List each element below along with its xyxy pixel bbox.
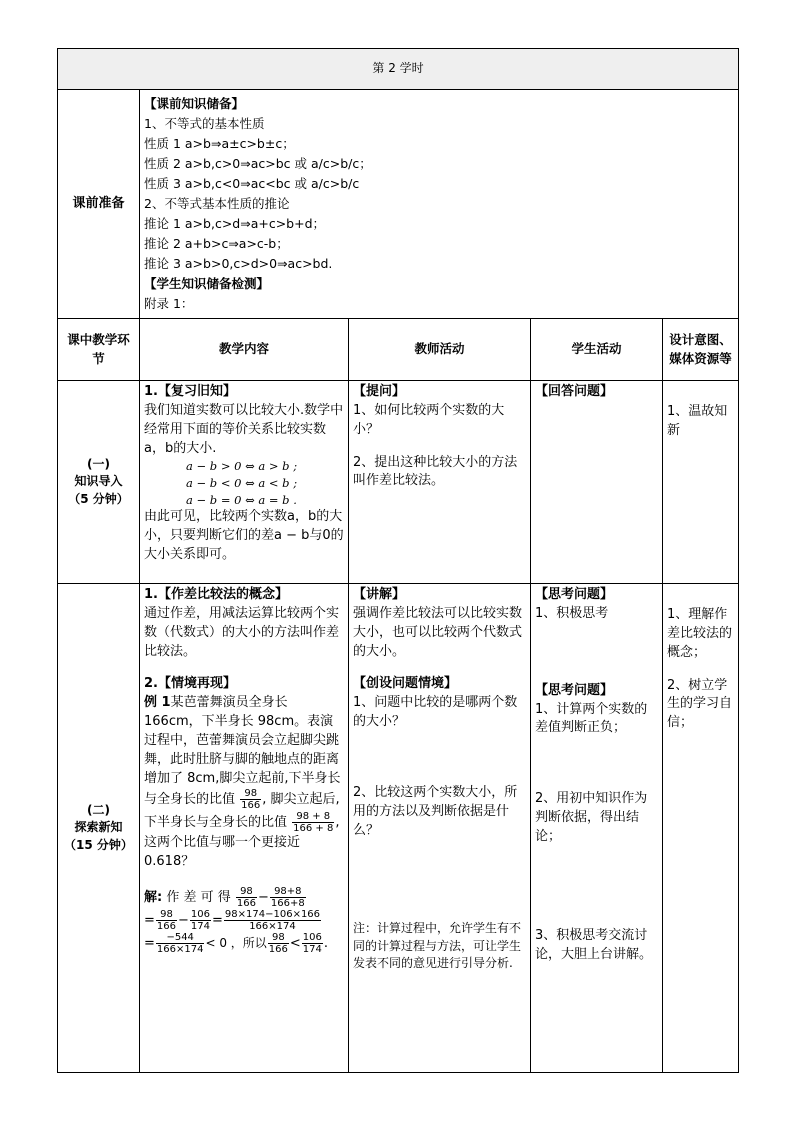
prep-line: 附录 1：: [144, 296, 194, 311]
design-text: 1、理解作差比较法的概念；: [667, 607, 733, 660]
fraction: $\frac{98}{166}$: [156, 909, 176, 933]
solution-line: = $\frac{-544}{166\times 174}$ < 0 ，所以 $\frac{98}{166}$ < $\frac{106}{174}$ .: [144, 932, 329, 956]
header-student: 学生活动: [531, 319, 663, 381]
header-design: 设计意图、媒体资源等: [663, 319, 739, 381]
prep-line: 性质 3 a>b,c<0⇒ac<bc 或 a/c>b/c: [144, 176, 360, 191]
design-text: 1、温故知新: [667, 404, 728, 438]
prep-content: [140, 90, 739, 319]
prep-line: 2、不等式基本性质的推论: [144, 196, 290, 211]
lesson-plan-table: [57, 48, 739, 1073]
section2-content: [140, 584, 349, 1073]
example-label: 例 1: [144, 695, 171, 711]
stage-time: （15 分钟）: [64, 837, 133, 852]
student-text: 3、积极思考交流讨论，大胆上台讲解。: [535, 927, 653, 962]
student-title: 【回答问题】: [535, 384, 614, 399]
equation: a − b > 0 ⇔ a > b ;: [186, 459, 298, 474]
section1-student: [531, 381, 663, 584]
prep-line: 【学生知识储备检测】: [144, 276, 270, 291]
stage-name: 知识导入: [74, 474, 123, 489]
teacher-note: 注：计算过程中，允许学生有不同的计算过程与方法，可让学生发表不同的意见进行引导分析.: [353, 921, 522, 971]
fraction: $\frac{-544}{166\times 174}$: [156, 932, 204, 956]
teacher-question: 2、提出这种比较大小的方法叫作差比较法。: [353, 454, 518, 489]
teacher-question: 1、如何比较两个实数的大小？: [353, 402, 505, 437]
prep-line: 【课前知识储备】: [144, 96, 245, 111]
fraction: $\frac{98}{166}$: [268, 932, 288, 956]
student-title: 【思考问题】: [535, 587, 614, 602]
section1-design: [663, 381, 739, 584]
header-teacher: 教师活动: [349, 319, 531, 381]
prep-line: 性质 2 a>b,c>0⇒ac>bc 或 a/c>b/c；: [144, 156, 372, 171]
content-title: 1.【作差比较法的概念】: [144, 587, 288, 602]
solution-text: 作 差 可 得: [166, 890, 231, 906]
prep-line: 性质 1 a>b⇒a±c>b±c；: [144, 136, 295, 151]
solution-text: < 0 ，所以: [205, 936, 267, 951]
prep-line: 推论 2 a+b>c⇒a>c-b；: [144, 236, 289, 251]
solution-line: = $\frac{98}{166}$ − $\frac{106}{174}$ = $\frac{98\times 174-106\times 166}{166\times 174}$: [144, 909, 321, 933]
fraction: $\frac{98+8}{166+8}$: [270, 886, 305, 910]
section1-teacher: [349, 381, 531, 584]
teacher-title: 【创设问题情境】: [353, 676, 458, 692]
content-text: 我们知道实数可以比较大小.数学中经常用下面的等价关系比较实数a，b的大小.: [144, 402, 344, 456]
section2-stage: [58, 584, 140, 1073]
example-body: 某芭蕾舞演员全身长 166cm，下半身长 98cm。表演过程中，芭蕾舞演员会立起脚尖跳舞，此时肚脐与脚的触地点的距离增加了 8cm,脚尖立起前,下半身长与全身长的比值: [144, 695, 341, 808]
prep-line: 1、不等式的基本性质: [144, 116, 265, 131]
prep-line: 推论 3 a>b>0,c>d>0⇒ac>bd.: [144, 256, 333, 271]
example-body: 脚尖立起后,下半身长与全身长的比值: [144, 792, 340, 831]
prep-label: 课前准备: [58, 90, 140, 319]
fraction: $\frac{98}{166}$: [236, 886, 256, 910]
teacher-title: 【讲解】: [353, 587, 406, 602]
fraction: $\frac{106}{174}$: [302, 932, 322, 956]
student-title: 【思考问题】: [535, 682, 614, 698]
header-content: 教学内容: [140, 319, 349, 381]
teacher-question: 2、比较这两个实数大小，所用的方法以及判断依据是什么？: [353, 784, 518, 838]
stage-number: (一): [87, 456, 110, 471]
design-text: 2、树立学生的学习自信；: [667, 677, 733, 731]
example-question: 这两个比值与哪一个更接近 0.618？: [144, 835, 301, 870]
section1-content: [140, 381, 349, 584]
solution-label: 解:: [144, 890, 163, 906]
teacher-title: 【提问】: [353, 384, 406, 399]
lesson-title: 第 2 学时: [58, 49, 739, 90]
teacher-text: 强调作差比较法可以比较实数大小，也可以比较两个代数式的大小。: [353, 605, 523, 659]
fraction: $\frac{106}{174}$: [190, 909, 210, 933]
fraction: $\frac{98\times 174-106\times 166}{166\times 174}$: [224, 909, 321, 933]
student-text: 1、积极思考: [535, 605, 609, 621]
header-stage: 课中教学环节: [58, 319, 140, 381]
teacher-question: 1、问题中比较的是哪两个数的大小？: [353, 695, 518, 730]
prep-line: 推论 1 a>b,c>d⇒a+c>b+d；: [144, 216, 326, 231]
content-text: 通过作差，用减法运算比较两个实数（代数式）的大小的方法叫作差比较法。: [144, 605, 340, 659]
example-text: 例 1某芭蕾舞演员全身长 166cm，下半身长 98cm。表演过程中，芭蕾舞演员会立起脚尖跳舞，此时肚脐与脚的触地点的距离增加了 8cm,脚尖立起前,下半身长与全身长的比值 $\frac{98}{166}$ , 脚尖立起后,下半身长与全身长的比值 $\frac{98 + 8}{166 + 8}$ ,: [144, 695, 341, 835]
fraction: $\frac{98 + 8}{166 + 8}$: [293, 811, 334, 835]
student-text: 1、计算两个实数的差值判断正负；: [535, 701, 648, 736]
content-title: 2.【情境再现】: [144, 676, 236, 692]
stage-number: (二): [87, 802, 110, 817]
solution-line: 解: 作 差 可 得 $\frac{98}{166}$ − $\frac{98+8}{166+8}$: [144, 886, 305, 910]
section1-stage: [58, 381, 140, 584]
fraction: $\frac{98}{166}$: [241, 788, 261, 812]
stage-time: （5 分钟）: [68, 491, 129, 506]
section2-teacher: [349, 584, 531, 1073]
stage-name: 探索新知: [74, 820, 123, 835]
section2-student: [531, 584, 663, 1073]
section2-design: [663, 584, 739, 1073]
equation: a − b < 0 ⇔ a < b ;: [186, 476, 298, 491]
student-text: 2、用初中知识作为判断依据，得出结论；: [535, 791, 648, 844]
content-title: 1.【复习旧知】: [144, 384, 236, 399]
equation: a − b = 0 ⇔ a = b .: [186, 492, 297, 507]
content-text: 由此可见，比较两个实数a，b的大小，只要判断它们的差a − b与0的大小关系即可。: [144, 509, 344, 563]
